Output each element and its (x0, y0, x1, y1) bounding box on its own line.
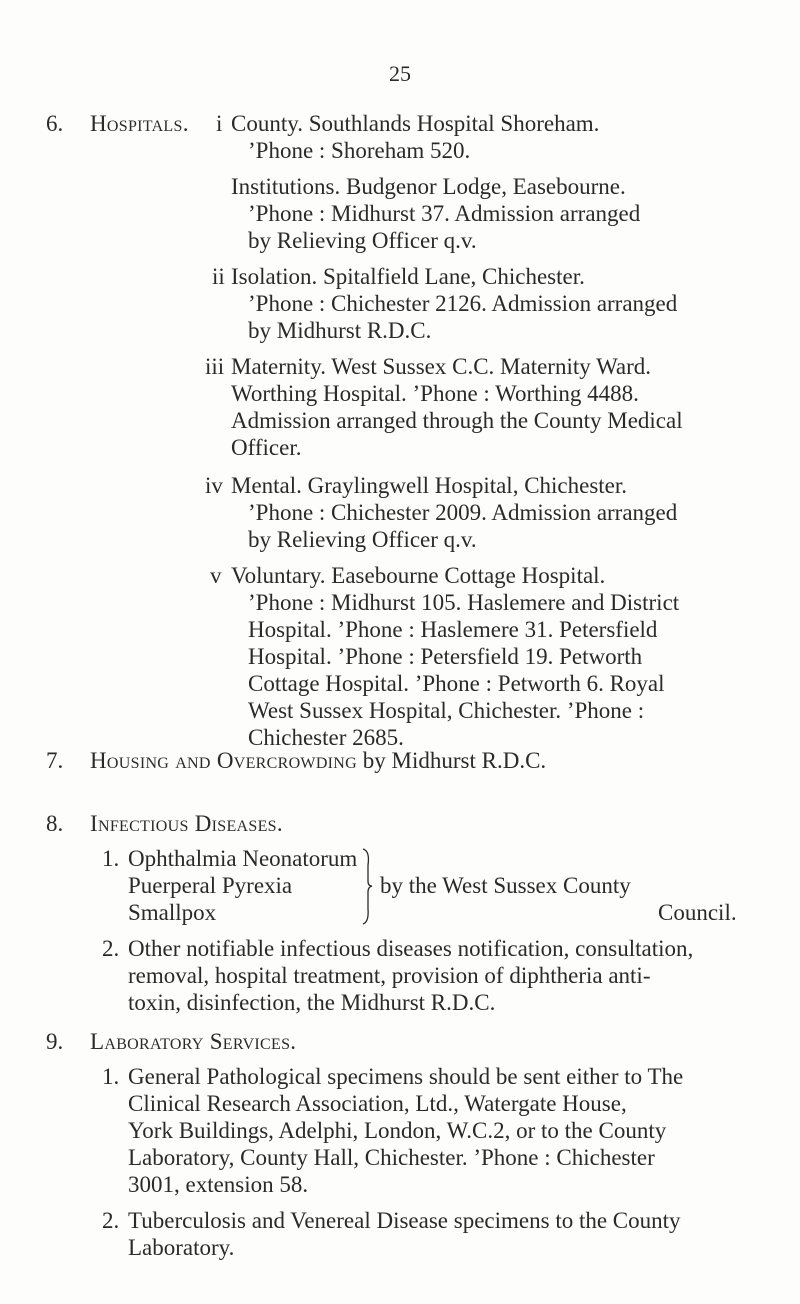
section-number: 6. (46, 111, 64, 136)
disease-name: Smallpox (128, 900, 217, 925)
section-heading-line (90, 747, 546, 774)
laboratory-item-tuberculosis (128, 1207, 681, 1261)
text-line: Cottage Hospital. ’Phone : Petworth 6. Royal (248, 671, 665, 696)
text-line: Chichester 2685. (248, 725, 404, 750)
section-heading: Laboratory Services. (90, 1029, 297, 1054)
text-line: Tuberculosis and Venereal Disease specimens to the County (128, 1208, 681, 1233)
text-line: Other notifiable infectious diseases notification, consultation, (128, 936, 694, 961)
text-line: Officer. (231, 435, 302, 460)
text-line: ’Phone : Midhurst 105. Haslemere and District (248, 590, 680, 615)
text-line: by Relieving Officer q.v. (248, 527, 477, 552)
text-line: Worthing Hospital. ’Phone : Worthing 4488. (231, 381, 639, 406)
section-heading-rest: by Midhurst R.D.C. (357, 748, 547, 773)
disease-name: Ophthalmia Neonatorum (128, 846, 358, 871)
roman-numeral: iv (205, 473, 223, 498)
text-line: ’Phone : Chichester 2009. Admission arranged (248, 500, 678, 525)
hospital-item-institutions (231, 173, 640, 254)
roman-numeral: ii (212, 264, 225, 289)
section-number: 8. (46, 811, 64, 836)
section-heading: Infectious Diseases. (90, 811, 283, 836)
notifiable-diseases-list (128, 845, 357, 926)
text-line: Maternity. West Sussex C.C. Maternity Ward. (231, 354, 652, 379)
infectious-item-other (128, 935, 693, 1016)
responsible-authority-cont: Council. (658, 900, 737, 925)
responsible-authority: by the West Sussex County (380, 873, 631, 898)
text-line: West Sussex Hospital, Chichester. ’Phone : (248, 698, 645, 723)
text-line: Voluntary. Easebourne Cottage Hospital. (231, 563, 606, 588)
text-line: ’Phone : Chichester 2126. Admission arranged (248, 291, 678, 316)
text-line: Clinical Research Association, Ltd., Watergate House, (128, 1091, 627, 1116)
text-line: Institutions. Budgenor Lodge, Easebourne. (231, 174, 626, 199)
text-line: by Midhurst R.D.C. (248, 318, 432, 343)
section-heading: Housing and Overcrowding (90, 748, 358, 773)
text-line: by Relieving Officer q.v. (248, 228, 477, 253)
roman-numeral: iii (205, 354, 225, 379)
section-number: 7. (46, 748, 64, 773)
disease-name: Puerperal Pyrexia (128, 873, 293, 898)
text-line: ’Phone : Midhurst 37. Admission arranged (248, 201, 641, 226)
text-line: Mental. Graylingwell Hospital, Chichester. (231, 473, 628, 498)
item-number: 1. (102, 1064, 120, 1089)
text-line: removal, hospital treatment, provision of diphtheria anti- (128, 963, 651, 988)
hospital-item-isolation (231, 263, 677, 344)
item-number: 2. (102, 936, 120, 961)
text-line: General Pathological specimens should be sent either to The (128, 1064, 684, 1089)
roman-numeral: i (216, 111, 223, 136)
section-heading: Hospitals. (90, 111, 189, 136)
roman-numeral: v (210, 563, 222, 588)
text-line: 3001, extension 58. (128, 1172, 309, 1197)
text-line: York Buildings, Adelphi, London, W.C.2, or to the County (128, 1118, 667, 1143)
text-line: Admission arranged through the County Medical (231, 408, 683, 433)
text-line: Laboratory, County Hall, Chichester. ’Phone : Chichester (128, 1145, 655, 1170)
hospital-item-maternity (231, 353, 683, 461)
text-line: Isolation. Spitalfield Lane, Chichester. (231, 264, 585, 289)
laboratory-item-general (128, 1063, 683, 1198)
hospital-item-county (231, 110, 599, 164)
section-number: 9. (46, 1029, 64, 1054)
text-line: County. Southlands Hospital Shoreham. (231, 111, 600, 136)
hospital-item-mental (231, 472, 677, 553)
item-number: 1. (102, 846, 120, 871)
item-number: 2. (102, 1208, 120, 1233)
text-line: toxin, disinfection, the Midhurst R.D.C. (128, 990, 496, 1015)
text-line: Laboratory. (128, 1235, 235, 1260)
hospital-item-voluntary (231, 562, 679, 751)
text-line: Hospital. ’Phone : Haslemere 31. Petersfield (248, 617, 658, 642)
page-number: 25 (389, 61, 411, 86)
brace-icon (360, 847, 374, 925)
text-line: ’Phone : Shoreham 520. (248, 138, 471, 163)
text-line: Hospital. ’Phone : Petersfield 19. Petworth (248, 644, 643, 669)
